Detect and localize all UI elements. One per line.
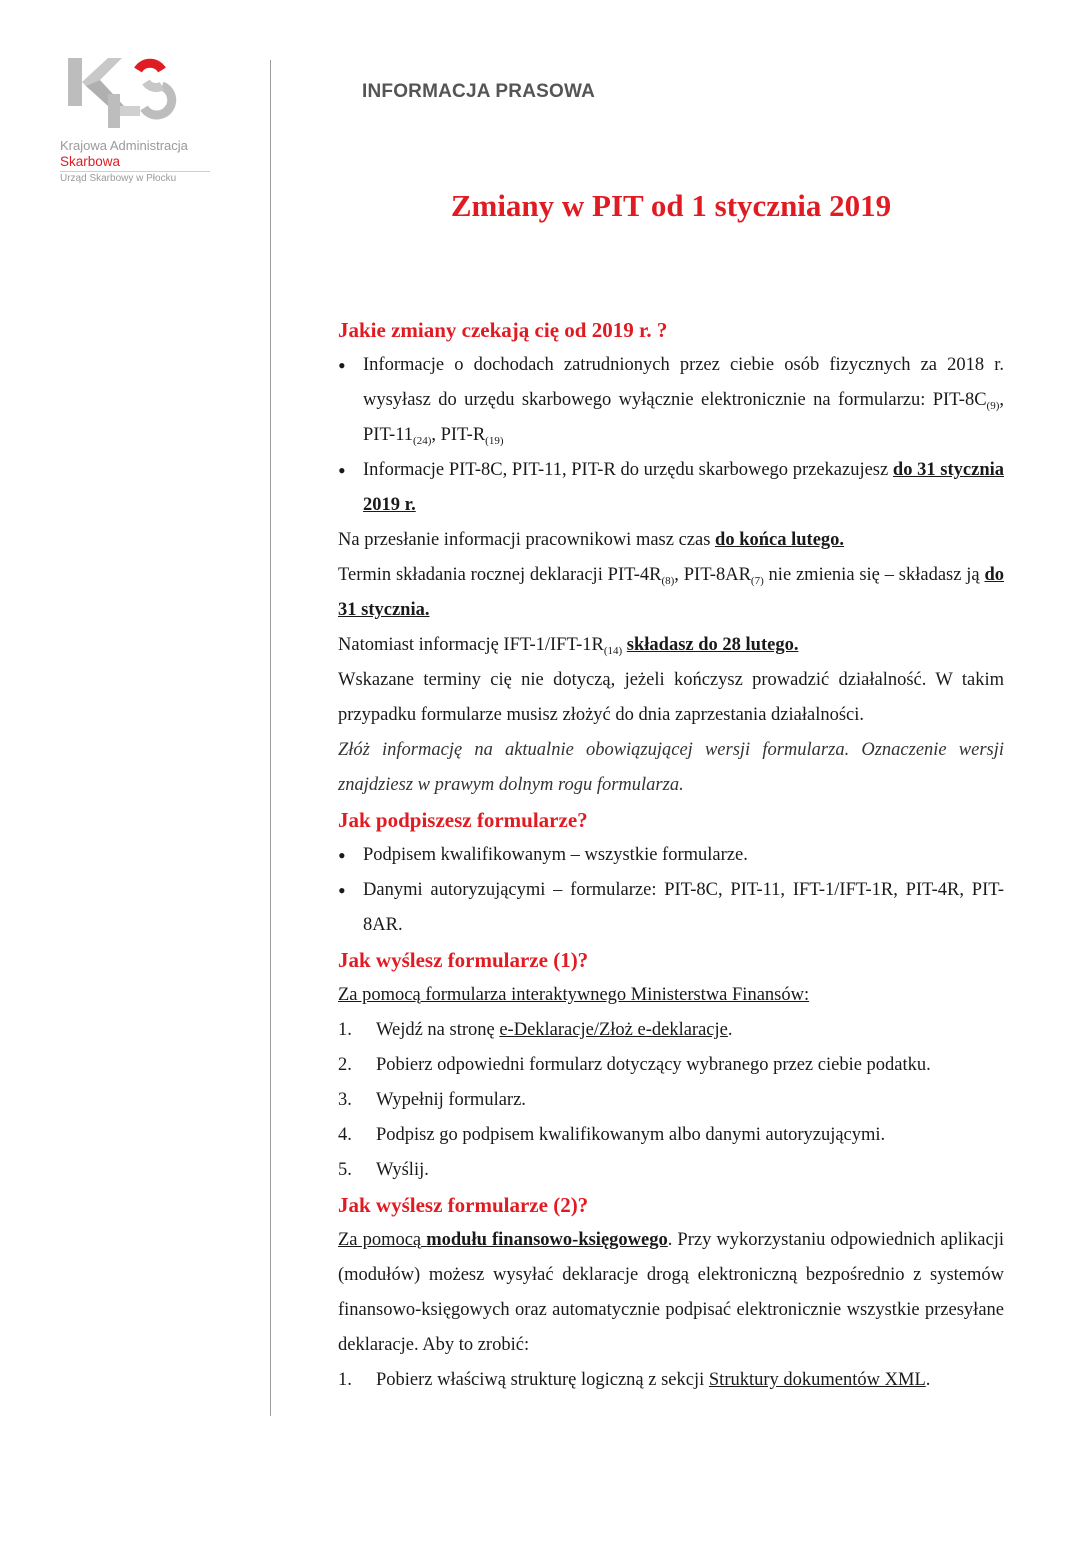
section-heading-sending-2: Jak wyślesz formularze (2)? [338,1193,589,1217]
signing-bullet-list [338,838,1004,943]
italic-note: Złóż informację na aktualnie obowiązującej wersji formularza. Oznaczenie wersji znajdziesz w prawym dolnym rogu formularza. [338,740,1004,795]
logo-line-3: Urząd Skarbowy w Płocku [60,173,177,184]
list-item: • Podpisem kwalifikowanym – wszystkie formularze. [338,838,1004,873]
paragraph: Termin składania rocznej deklaracji PIT-$4R_{(8)}$, PIT-$8AR_{(7)}$ nie zmienia się – składasz ją do 31 stycznia. [338,565,1004,620]
document-body [338,313,1004,1398]
list-item: • Informacje PIT-8C, PIT-11, PIT-R do urzędu skarbowego przekazujesz do 31 stycznia 2019 r. [338,453,1004,523]
paragraph: Wskazane terminy cię nie dotyczą, jeżeli kończysz prowadzić działalność. W takim przypadku formularze musisz złożyć do dnia zaprzestania działalności. [338,670,1004,725]
list-item: 5. Wyślij. [338,1160,429,1180]
deadline-highlight: do końca lutego. [715,530,845,550]
deadline-highlight: do 31 stycznia. [338,565,1004,620]
logo-line-1: Krajowa Administracja [60,138,188,153]
paragraph: Za pomocą modułu finansowo-księgowego. Przy wykorzystaniu odpowiednich aplikacji (modułów) możesz wysyłać deklaracje drogą elektroniczną bezpośrednio z systemów finansowo-księgowych oraz automatycznie podpisać elektronicznie wszystkie przesyłane deklaracje. Aby to zrobić: [338,1230,1004,1355]
sending-steps-list [338,1013,1004,1188]
press-release-label: INFORMACJA PRASOWA [362,81,596,102]
deadline-highlight: do 31 stycznia 2019 r. [363,460,1004,515]
section-heading-signing: Jak podpiszesz formularze? [338,808,588,832]
deadline-highlight: składasz do 28 lutego. [626,635,799,655]
document-title: Zmiany w PIT od 1 stycznia 2019 [450,188,892,223]
module-steps-list [338,1363,1004,1398]
xml-structures-link[interactable]: Struktury dokumentów XML [708,1370,926,1390]
list-item: • Informacje o dochodach zatrudnionych przez ciebie osób fizycznych za 2018 r. wysyłasz do urzędu skarbowego wyłącznie elektronicznie na formularzu: PIT-$8C_{(9)}$, PIT-$11_{(24)}$, PIT-$R_{(19)}$ [338,348,1004,453]
vertical-divider [270,60,271,1416]
paragraph: Natomiast informację IFT-$1/IFT-1R_{(14)}$ składasz do 28 lutego. [338,635,799,657]
list-item: 3. Wypełnij formularz. [338,1090,526,1110]
list-item: 1. Wejdź na stronę e-Deklaracje/Złoż e-deklaracje. [338,1020,733,1040]
paragraph: Na przesłanie informacji pracownikowi masz czas do końca lutego. [338,530,845,550]
list-item: • Danymi autoryzującymi – formularze: PIT-8C, PIT-11, IFT-1/IFT-1R, PIT-4R, PIT-8AR. [338,873,1004,943]
section-heading-changes: Jakie zmiany czekają cię od 2019 r. ? [338,318,668,342]
changes-bullet-list [338,348,1004,523]
list-item: 4. Podpisz go podpisem kwalifikowanym albo danymi autoryzującymi. [338,1125,886,1145]
module-link[interactable]: modułu finansowo-księgowego [426,1230,668,1250]
kas-logo-mark-icon [60,52,180,136]
e-deklaracje-link[interactable]: e-Deklaracje/Złoż e-deklaracje [499,1020,728,1040]
logo-line-2: Skarbowa [60,154,121,169]
list-item: 1. Pobierz właściwą strukturę logiczną z sekcji Struktury dokumentów XML. [338,1370,931,1390]
section-heading-sending-1: Jak wyślesz formularze (1)? [338,948,589,972]
list-item: 2. Pobierz odpowiedni formularz dotyczący wybranego przez ciebie podatku. [338,1055,931,1075]
logo-divider [60,171,210,172]
method-intro: Za pomocą formularza interaktywnego Ministerstwa Finansów: [338,985,810,1005]
kas-logo [60,52,260,185]
